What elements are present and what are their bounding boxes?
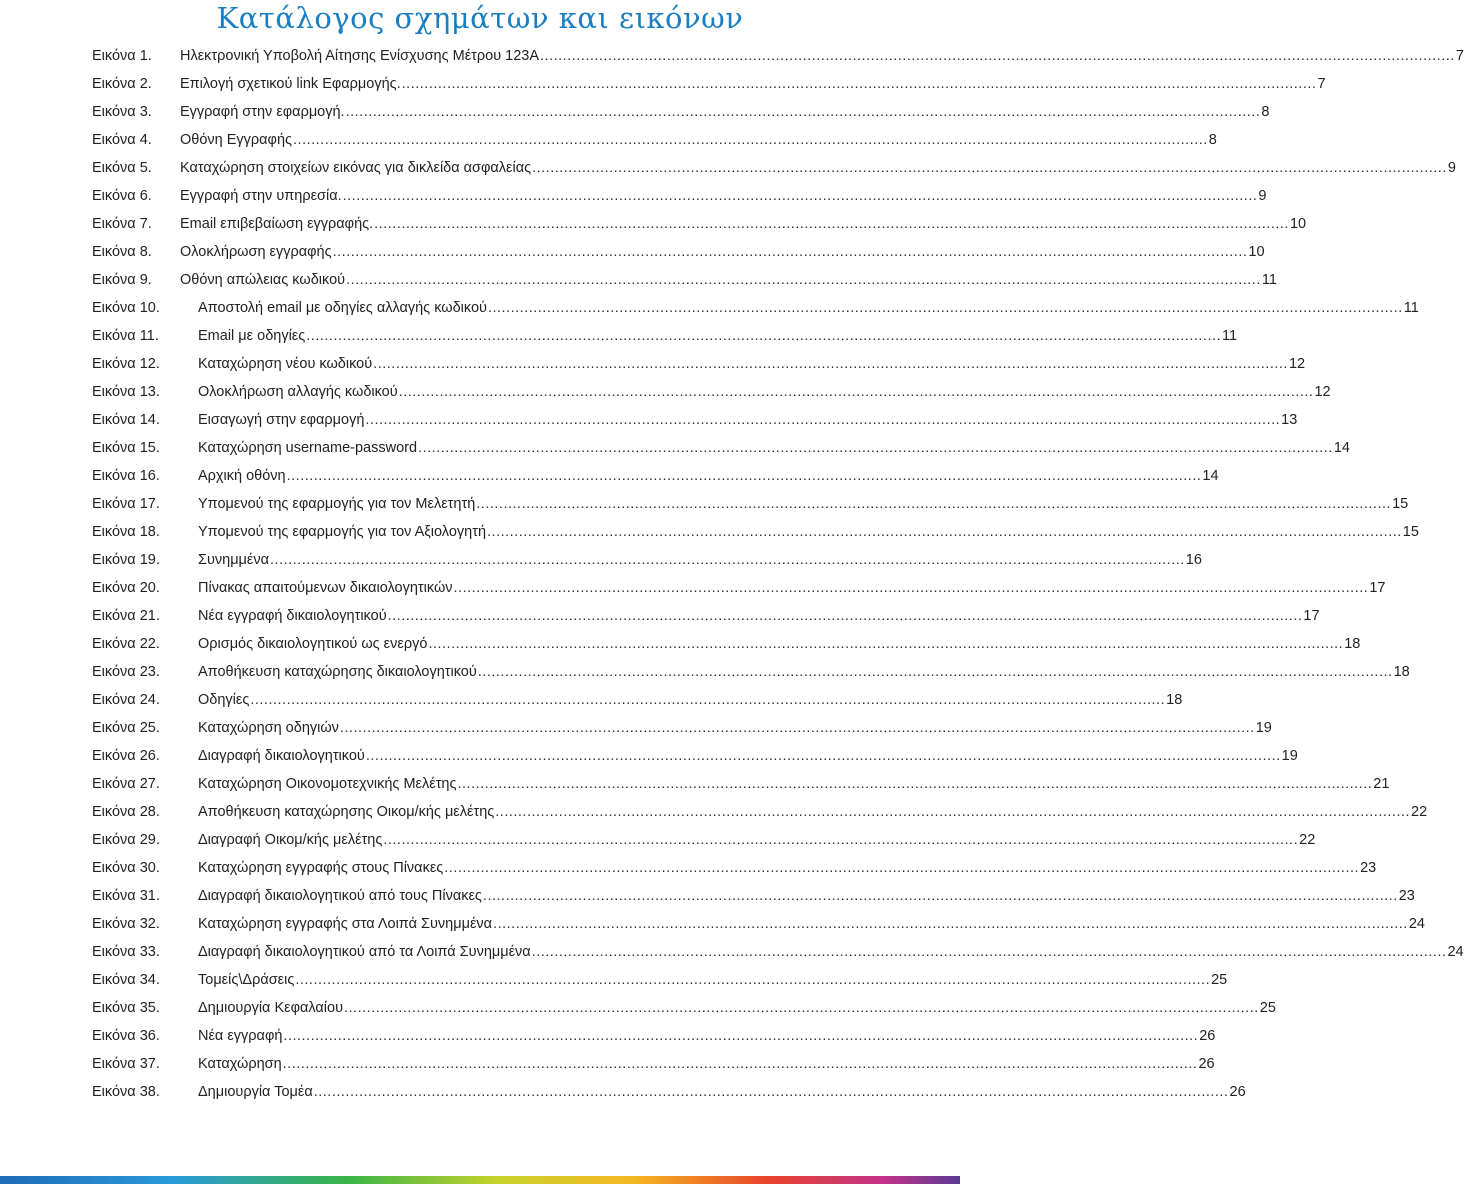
entry-page-number[interactable]: 10 <box>1289 216 1307 232</box>
entry-title[interactable]: Καταχώρηση στοιχείων εικόνας για δικλείδα ασφαλείας <box>180 160 532 176</box>
toc-entry[interactable] <box>92 938 1464 966</box>
entry-label: Εικόνα 20. <box>92 580 160 596</box>
entry-label: Εικόνα 33. <box>92 944 160 960</box>
entry-page-number[interactable]: 11 <box>1403 300 1419 316</box>
entry-page-number[interactable]: 23 <box>1398 888 1415 904</box>
entry-title[interactable]: Υπομενού της εφαρμογής για τον Μελετητή <box>198 496 476 512</box>
entry-label: Εικόνα 19. <box>92 552 160 568</box>
entry-title[interactable]: Οθόνη απώλειας κωδικού <box>180 272 346 288</box>
dot-leader <box>333 244 1248 260</box>
toc-entry[interactable] <box>92 1050 1215 1078</box>
entry-label: Εικόνα 27. <box>92 776 160 792</box>
entry-label: Εικόνα 13. <box>92 384 160 400</box>
toc-entry[interactable] <box>92 1022 1216 1050</box>
entry-title[interactable]: Καταχώρηση εγγραφής στους Πίνακες <box>198 860 444 876</box>
dot-leader <box>444 860 1359 876</box>
toc-entry[interactable] <box>92 1078 1246 1106</box>
entry-title[interactable]: Τομείς\Δράσεις <box>198 972 295 988</box>
dot-leader <box>493 916 1408 932</box>
dot-leader <box>454 580 1369 596</box>
entry-label: Εικόνα 7. <box>92 216 152 232</box>
entry-title[interactable]: Καταχώρηση εγγραφής στα Λοιπά Συνημμένα <box>198 916 493 932</box>
toc-entry[interactable] <box>92 966 1228 994</box>
entry-page-number[interactable]: 7 <box>1455 48 1464 64</box>
entry-label: Εικόνα 37. <box>92 1056 160 1072</box>
entry-title[interactable]: Ηλεκτρονική Υποβολή Αίτησης Ενίσχυσης Μέτρου 123Α <box>180 48 540 64</box>
toc-entry[interactable] <box>92 574 1386 602</box>
table-of-figures <box>92 42 1464 1106</box>
entry-page-number[interactable]: 21 <box>1373 776 1390 792</box>
entry-title[interactable]: Διαγραφή δικαιολογητικού <box>198 748 365 764</box>
entry-title[interactable]: Αποθήκευση καταχώρησης Οικομ/κής μελέτης <box>198 804 495 820</box>
entry-label: Εικόνα 15. <box>92 440 160 456</box>
toc-entry[interactable] <box>92 378 1331 406</box>
entry-title[interactable]: Δημιουργία Τομέα <box>198 1084 313 1100</box>
dot-leader <box>343 188 1258 204</box>
entry-title[interactable]: Αρχική οθόνη <box>198 468 286 484</box>
toc-entry[interactable] <box>92 182 1267 210</box>
entry-page-number[interactable]: 19 <box>1281 748 1298 764</box>
entry-label: Εικόνα 23. <box>92 664 160 680</box>
toc-entry[interactable] <box>92 434 1350 462</box>
entry-label: Εικόνα 14. <box>92 412 160 428</box>
entry-label: Εικόνα 4. <box>92 132 152 148</box>
entry-page-number[interactable]: 10 <box>1248 244 1265 260</box>
toc-entry[interactable] <box>92 742 1298 770</box>
entry-page-number[interactable]: 11 <box>1222 328 1238 344</box>
entry-label: Εικόνα 5. <box>92 160 152 176</box>
toc-entry[interactable] <box>92 518 1419 546</box>
entry-label: Εικόνα 6. <box>92 188 152 204</box>
entry-page-number[interactable]: 9 <box>1447 160 1456 176</box>
entry-label: Εικόνα 11. <box>92 328 159 344</box>
toc-entry[interactable] <box>92 854 1377 882</box>
dot-leader <box>495 804 1410 820</box>
entry-page-number[interactable]: 14 <box>1333 440 1350 456</box>
dot-leader <box>374 216 1289 232</box>
entry-page-number[interactable]: 26 <box>1198 1056 1215 1072</box>
toc-entry[interactable] <box>92 42 1464 70</box>
entry-label: Εικόνα 24. <box>92 692 160 708</box>
dot-leader <box>478 664 1393 680</box>
toc-entry[interactable] <box>92 98 1270 126</box>
entry-title[interactable]: Πίνακας απαιτούμενων δικαιολογητικών <box>198 580 453 596</box>
entry-label: Εικόνα 1. <box>92 48 152 64</box>
entry-title[interactable]: Εγγραφή στην υπηρεσία. <box>180 188 342 204</box>
dot-leader <box>458 776 1373 792</box>
entry-title[interactable]: Υπομενού της εφαρμογής για τον Αξιολογητή <box>198 524 487 540</box>
entry-title[interactable]: Οθόνη Εγγραφής <box>180 132 293 148</box>
dot-leader <box>418 440 1333 456</box>
entry-label: Εικόνα 26. <box>92 748 160 764</box>
entry-title[interactable]: Καταχώρηση <box>198 1056 282 1072</box>
entry-page-number[interactable]: 13 <box>1281 412 1298 428</box>
entry-title[interactable]: Email επιβεβαίωση εγγραφής. <box>180 216 374 232</box>
dot-leader <box>487 524 1402 540</box>
toc-entry[interactable] <box>92 770 1390 798</box>
toc-entry[interactable] <box>92 350 1306 378</box>
entry-title[interactable]: Καταχώρηση οδηγιών <box>198 720 339 736</box>
dot-leader <box>476 496 1391 512</box>
entry-title[interactable]: Δημιουργία Κεφαλαίου <box>198 1000 343 1016</box>
entry-page-number[interactable]: 26 <box>1229 1084 1246 1100</box>
entry-page-number[interactable]: 12 <box>1314 384 1331 400</box>
entry-page-number[interactable]: 8 <box>1208 132 1217 148</box>
entry-label: Εικόνα 30. <box>92 860 160 876</box>
entry-label: Εικόνα 2. <box>92 76 152 92</box>
toc-entry[interactable] <box>92 686 1183 714</box>
entry-label: Εικόνα 32. <box>92 916 160 932</box>
dot-leader <box>402 76 1317 92</box>
toc-entry[interactable] <box>92 630 1361 658</box>
entry-page-number[interactable]: 18 <box>1393 664 1410 680</box>
entry-title[interactable]: Επιλογή σχετικού link Εφαρμογής. <box>180 76 401 92</box>
entry-label: Εικόνα 25. <box>92 720 160 736</box>
dot-leader <box>366 748 1281 764</box>
entry-title[interactable]: Email με οδηγίες <box>198 328 306 344</box>
toc-entry[interactable] <box>92 322 1238 350</box>
entry-title[interactable]: Συνημμένα <box>198 552 270 568</box>
dot-leader <box>344 1000 1259 1016</box>
dot-leader <box>346 272 1261 288</box>
entry-title[interactable]: Ολοκλήρωση εγγραφής <box>180 244 332 260</box>
page-title: Κατάλογος σχημάτων και εικόνων <box>216 1 744 35</box>
entry-title[interactable]: Νέα εγγραφή <box>198 1028 283 1044</box>
entry-label: Εικόνα 18. <box>92 524 160 540</box>
dot-leader <box>532 160 1447 176</box>
toc-entry[interactable] <box>92 882 1415 910</box>
dot-leader <box>399 384 1314 400</box>
dot-leader <box>365 412 1280 428</box>
entry-title[interactable]: Διαγραφή δικαιολογητικού από τα Λοιπά Συνημμένα <box>198 944 531 960</box>
entry-page-number[interactable]: 12 <box>1288 356 1306 372</box>
entry-label: Εικόνα 35. <box>92 1000 160 1016</box>
entry-title[interactable]: Διαγραφή Οικομ/κής μελέτης <box>198 832 383 848</box>
entry-title[interactable]: Καταχώρηση νέου κωδικού <box>198 356 373 372</box>
entry-page-number[interactable]: 7 <box>1317 76 1326 92</box>
entry-label: Εικόνα 36. <box>92 1028 160 1044</box>
entry-title[interactable]: Καταχώρηση username-password <box>198 440 418 456</box>
entry-page-number[interactable]: 17 <box>1303 608 1320 624</box>
dot-leader <box>250 692 1165 708</box>
entry-page-number[interactable]: 16 <box>1185 552 1202 568</box>
dot-leader <box>428 636 1343 652</box>
entry-page-number[interactable]: 24 <box>1408 916 1425 932</box>
toc-entry[interactable] <box>92 798 1428 826</box>
entry-title[interactable]: Καταχώρηση Οικονομοτεχνικής Μελέτης <box>198 776 457 792</box>
dot-leader <box>483 888 1398 904</box>
entry-title[interactable]: Εισαγωγή στην εφαρμογή <box>198 412 365 428</box>
entry-page-number[interactable]: 18 <box>1166 692 1183 708</box>
entry-page-number[interactable]: 11 <box>1261 272 1277 288</box>
entry-label: Εικόνα 31. <box>92 888 160 904</box>
entry-page-number[interactable]: 24 <box>1447 944 1464 960</box>
entry-label: Εικόνα 8. <box>92 244 152 260</box>
toc-entry[interactable] <box>92 126 1217 154</box>
entry-title[interactable]: Αποθήκευση καταχώρησης δικαιολογητικού <box>198 664 477 680</box>
dot-leader <box>314 1084 1229 1100</box>
entry-label: Εικόνα 28. <box>92 804 160 820</box>
dot-leader <box>293 132 1208 148</box>
entry-label: Εικόνα 10. <box>92 300 160 316</box>
entry-page-number[interactable]: 15 <box>1392 496 1409 512</box>
entry-label: Εικόνα 38. <box>92 1084 160 1100</box>
toc-entry[interactable] <box>92 266 1277 294</box>
dot-leader <box>540 48 1455 64</box>
entry-label: Εικόνα 16. <box>92 468 160 484</box>
bottom-color-bar <box>0 1176 960 1184</box>
toc-entry[interactable] <box>92 658 1410 686</box>
toc-entry[interactable] <box>92 602 1320 630</box>
entry-page-number[interactable]: 17 <box>1369 580 1386 596</box>
entry-page-number[interactable]: 22 <box>1299 832 1316 848</box>
toc-entry[interactable] <box>92 910 1425 938</box>
dot-leader <box>532 944 1447 960</box>
toc-entry[interactable] <box>92 70 1326 98</box>
entry-label: Εικόνα 9. <box>92 272 152 288</box>
dot-leader <box>306 328 1221 344</box>
toc-entry[interactable] <box>92 154 1456 182</box>
entry-label: Εικόνα 21. <box>92 608 160 624</box>
entry-title[interactable]: Ολοκλήρωση αλλαγής κωδικού <box>198 384 398 400</box>
dot-leader <box>388 608 1303 624</box>
entry-label: Εικόνα 29. <box>92 832 160 848</box>
entry-label: Εικόνα 34. <box>92 972 160 988</box>
entry-page-number[interactable]: 22 <box>1411 804 1428 820</box>
entry-title[interactable]: Διαγραφή δικαιολογητικού από τους Πίνακες <box>198 888 482 904</box>
dot-leader <box>283 1028 1198 1044</box>
dot-leader <box>383 832 1298 848</box>
entry-page-number[interactable]: 9 <box>1258 188 1267 204</box>
entry-page-number[interactable]: 25 <box>1211 972 1228 988</box>
dot-leader <box>295 972 1210 988</box>
toc-entry[interactable] <box>92 406 1298 434</box>
entry-page-number[interactable]: 8 <box>1261 104 1270 120</box>
entry-page-number[interactable]: 25 <box>1259 1000 1276 1016</box>
entry-title[interactable]: Αποστολή email με οδηγίες αλλαγής κωδικού <box>198 300 487 316</box>
dot-leader <box>283 1056 1198 1072</box>
toc-entry[interactable] <box>92 294 1419 322</box>
toc-entry[interactable] <box>92 238 1265 266</box>
entry-page-number[interactable]: 19 <box>1255 720 1272 736</box>
toc-entry[interactable] <box>92 994 1276 1022</box>
toc-entry[interactable] <box>92 546 1202 574</box>
entry-page-number[interactable]: 15 <box>1402 524 1419 540</box>
entry-page-number[interactable]: 14 <box>1202 468 1219 484</box>
entry-title[interactable]: Νέα εγγραφή δικαιολογητικού <box>198 608 387 624</box>
toc-entry[interactable] <box>92 462 1219 490</box>
dot-leader <box>340 720 1255 736</box>
entry-label: Εικόνα 3. <box>92 104 152 120</box>
entry-title[interactable]: Ορισμός δικαιολογητικού ως ενεργό <box>198 636 428 652</box>
dot-leader <box>270 552 1185 568</box>
entry-page-number[interactable]: 23 <box>1360 860 1377 876</box>
dot-leader <box>488 300 1403 316</box>
entry-title[interactable]: Εγγραφή στην εφαρμογή. <box>180 104 345 120</box>
dot-leader <box>346 104 1261 120</box>
toc-entry[interactable] <box>92 714 1272 742</box>
entry-label: Εικόνα 12. <box>92 356 160 372</box>
entry-label: Εικόνα 17. <box>92 496 160 512</box>
dot-leader <box>373 356 1288 372</box>
toc-entry[interactable] <box>92 490 1409 518</box>
dot-leader <box>287 468 1202 484</box>
entry-page-number[interactable]: 26 <box>1199 1028 1216 1044</box>
toc-entry[interactable] <box>92 210 1307 238</box>
entry-title[interactable]: Οδηγίες <box>198 692 250 708</box>
toc-entry[interactable] <box>92 826 1316 854</box>
entry-page-number[interactable]: 18 <box>1344 636 1361 652</box>
entry-label: Εικόνα 22. <box>92 636 160 652</box>
